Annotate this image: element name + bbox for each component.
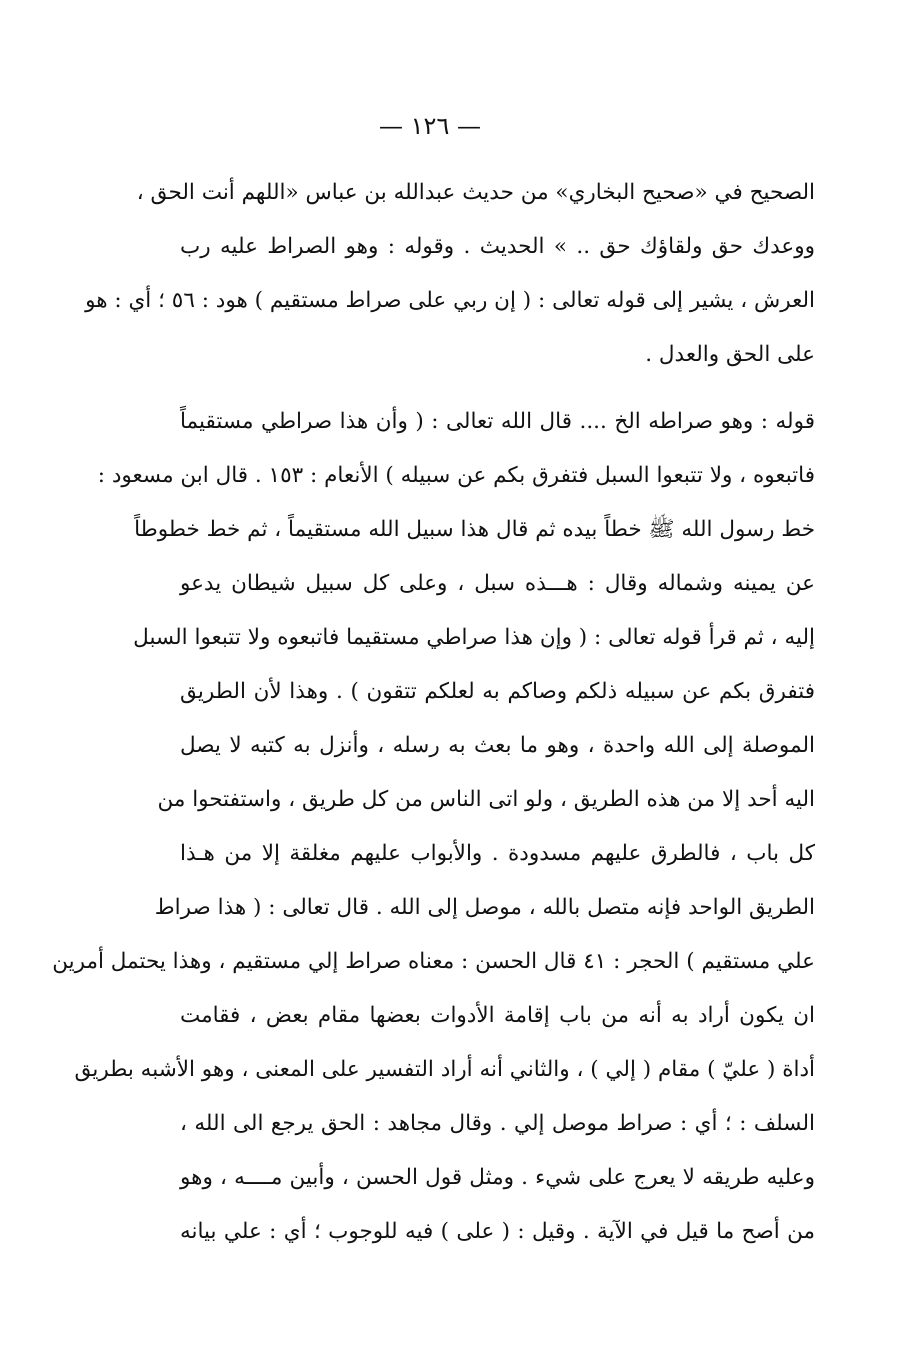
text-line: قوله : وهو صراطه الخ .... قال الله تعالى : ( وأن هذا صراطي مستقيماً bbox=[180, 409, 815, 434]
text-line: أداة ( عليّ ) مقام ( إلي ) ، والثاني أنه أراد التفسير على المعنى ، وهو الأشبه بطريق bbox=[74, 1057, 815, 1082]
text-line: الصحيح في «صحيح البخاري» من حديث عبدالله بن عباس «اللهم أنت الحق ، bbox=[136, 180, 815, 205]
text-line: فاتبعوه ، ولا تتبعوا السبل فتفرق بكم عن سبيله ) الأنعام : ١٥٣ . قال ابن مسعود : bbox=[97, 463, 815, 488]
text-line: من أصح ما قيل في الآية . وقيل : ( على ) فيه للوجوب ؛ أي : علي بيانه bbox=[180, 1219, 815, 1244]
text-line: خط رسول الله ﷺ خطاً بيده ثم قال هذا سبيل الله مستقيماً ، ثم خط خطوطاً bbox=[134, 517, 815, 542]
text-line: اليه أحد إلا من هذه الطريق ، ولو اتى الناس من كل طريق ، واستفتحوا من bbox=[157, 787, 815, 812]
text-line: إليه ، ثم قرأ قوله تعالى : ( وإن هذا صراطي مستقيما فاتبعوه ولا تتبعوا السبل bbox=[133, 625, 815, 650]
text-line: ان يكون أراد به أنه من باب إقامة الأدوات بعضها مقام بعض ، فقامت bbox=[180, 1003, 815, 1028]
text-line: السلف : ؛ أي : صراط موصل إلي . وقال مجاهد : الحق يرجع الى الله ، bbox=[180, 1111, 815, 1136]
text-line: على الحق والعدل . bbox=[645, 342, 815, 367]
text-line: علي مستقيم ) الحجر : ٤١ قال الحسن : معناه صراط إلي مستقيم ، وهذا يحتمل أمرين bbox=[52, 949, 815, 974]
paragraph-2 bbox=[52, 395, 815, 1259]
text-line: الموصلة إلى الله واحدة ، وهو ما بعث به رسله ، وأنزل به كتبه لا يصل bbox=[180, 733, 815, 758]
text-line: وعليه طريقه لا يعرج على شيء . ومثل قول الحسن ، وأبين مــــه ، وهو bbox=[180, 1165, 815, 1190]
text-line: عن يمينه وشماله وقال : هـــذه سبل ، وعلى كل سبيل شيطان يدعو bbox=[180, 571, 815, 596]
paragraph-1 bbox=[85, 166, 815, 382]
text-line: ووعدك حق ولقاؤك حق .. » الحديث . وقوله : وهو الصراط عليه رب bbox=[180, 234, 815, 259]
page-number: — ١٢٦ — bbox=[379, 112, 481, 140]
text-line: الطريق الواحد فإنه متصل بالله ، موصل إلى الله . قال تعالى : ( هذا صراط bbox=[154, 895, 815, 920]
text-line: فتفرق بكم عن سبيله ذلكم وصاكم به لعلكم تتقون ) . وهذا لأن الطريق bbox=[180, 679, 815, 704]
text-line: كل باب ، فالطرق عليهم مسدودة . والأبواب عليهم مغلقة إلا من هـذا bbox=[180, 841, 815, 866]
text-line: العرش ، يشير إلى قوله تعالى : ( إن ربي على صراط مستقيم ) هود : ٥٦ ؛ أي : هو bbox=[85, 288, 815, 313]
